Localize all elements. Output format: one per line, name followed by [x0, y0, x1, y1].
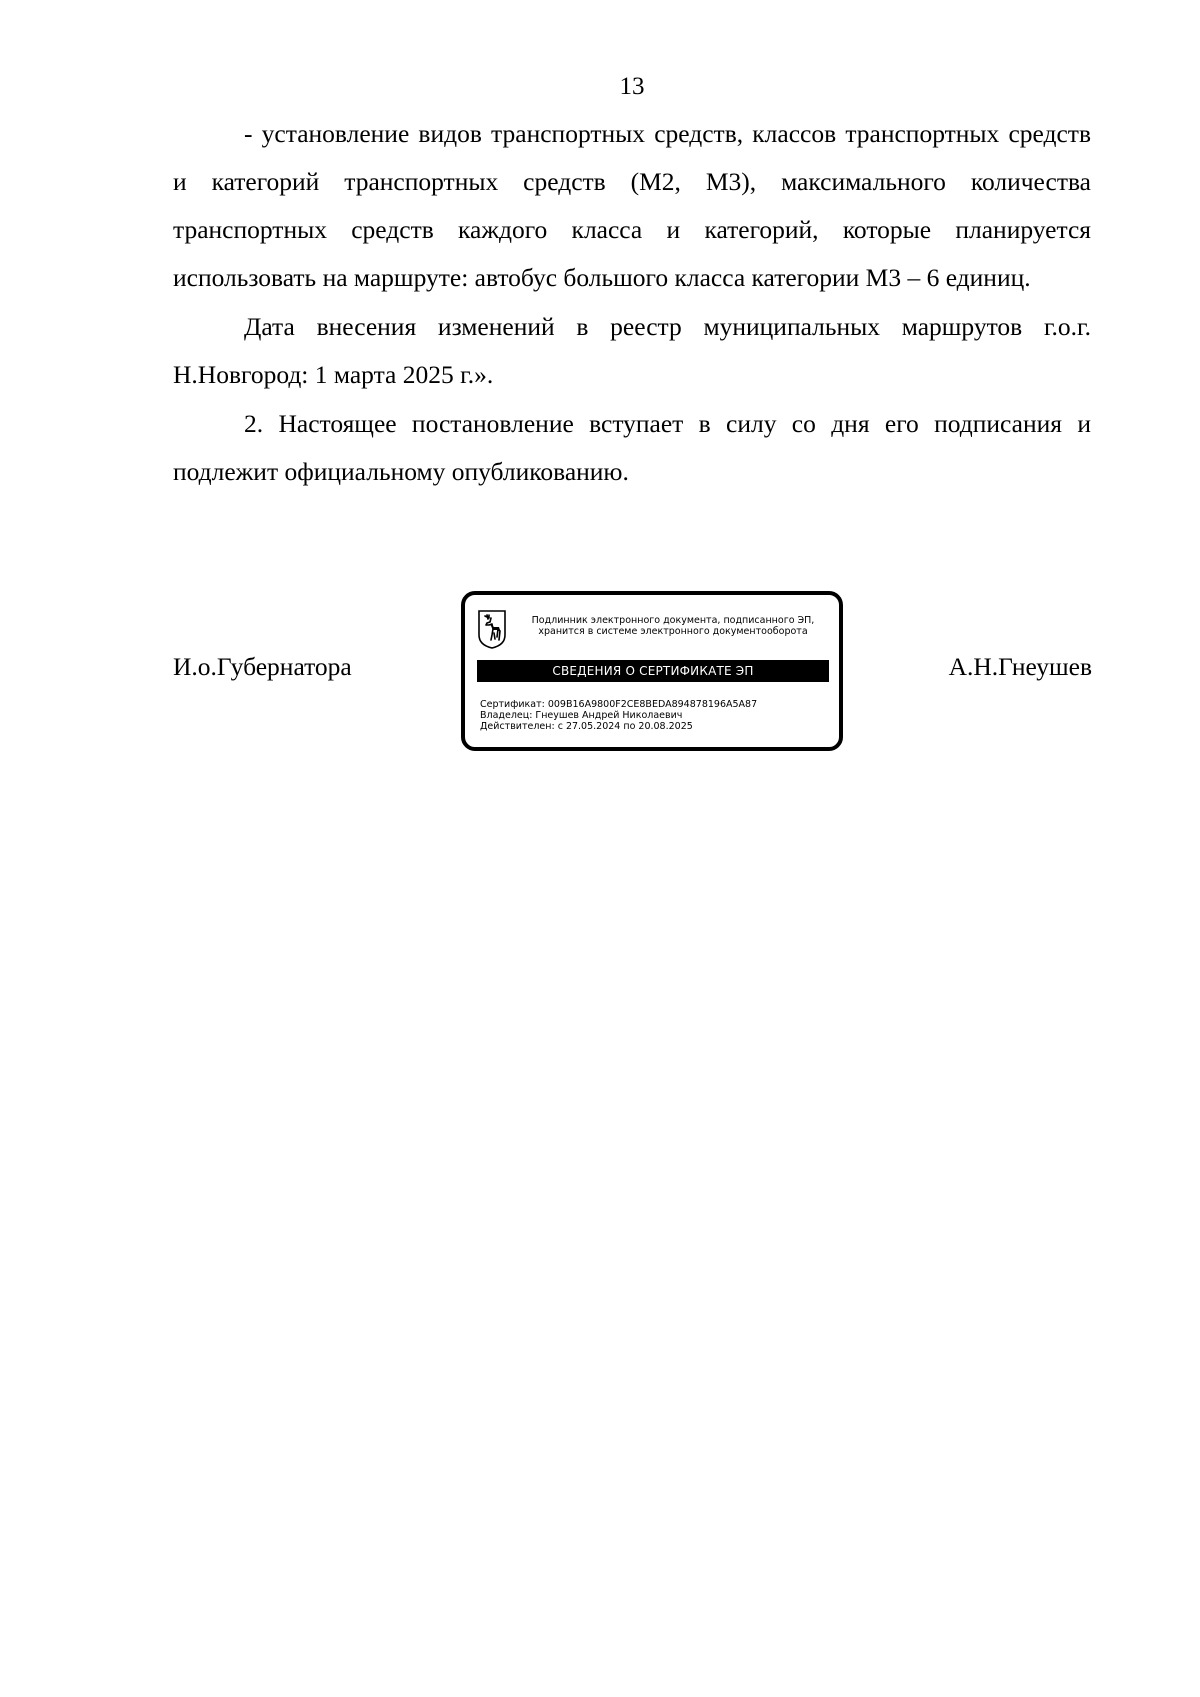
electronic-signature-stamp: [461, 591, 843, 751]
stamp-certificate-title: СВЕДЕНИЯ О СЕРТИФИКАТЕ ЭП: [477, 660, 829, 682]
stamp-header: [513, 615, 833, 637]
signatory-name: А.Н.Гнеушев: [948, 652, 1092, 681]
stamp-certificate-details: [480, 699, 757, 732]
paragraph-registry-date: Дата внесения изменений в реестр муниципальных маршрутов г.о.г. Н.Новгород: 1 марта 2025 г.».: [173, 312, 1091, 389]
signatory-position: И.о.Губернатора: [173, 652, 352, 681]
certificate-owner: Владелец: Гнеушев Андрей Николаевич: [480, 710, 683, 721]
paragraph-vehicle-types: - установление видов транспортных средств, классов транспортных средств и категорий транспортных средств (М2, М3), максимального количества транспортных средств каждого класса и категорий, которые планируется использовать на маршруте: автобус большого класса категории М3 – 6 единиц.: [173, 119, 1091, 292]
page-number: 13: [619, 73, 645, 100]
certificate-validity: Действителен: с 27.05.2024 по 20.08.2025: [480, 721, 693, 732]
stamp-header-line: Подлинник электронного документа, подписанного ЭП,: [531, 615, 815, 626]
paragraph-effective-clause: 2. Настоящее постановление вступает в силу со дня его подписания и подлежит официальному опубликованию.: [173, 409, 1091, 486]
stamp-header-line: хранится в системе электронного документооборота: [538, 626, 808, 637]
signature-block: [0, 0, 1200, 760]
deer-emblem-icon: [477, 609, 507, 649]
certificate-serial: Сертификат: 009B16A9800F2CE8BEDA894878196A5A87: [480, 699, 758, 710]
